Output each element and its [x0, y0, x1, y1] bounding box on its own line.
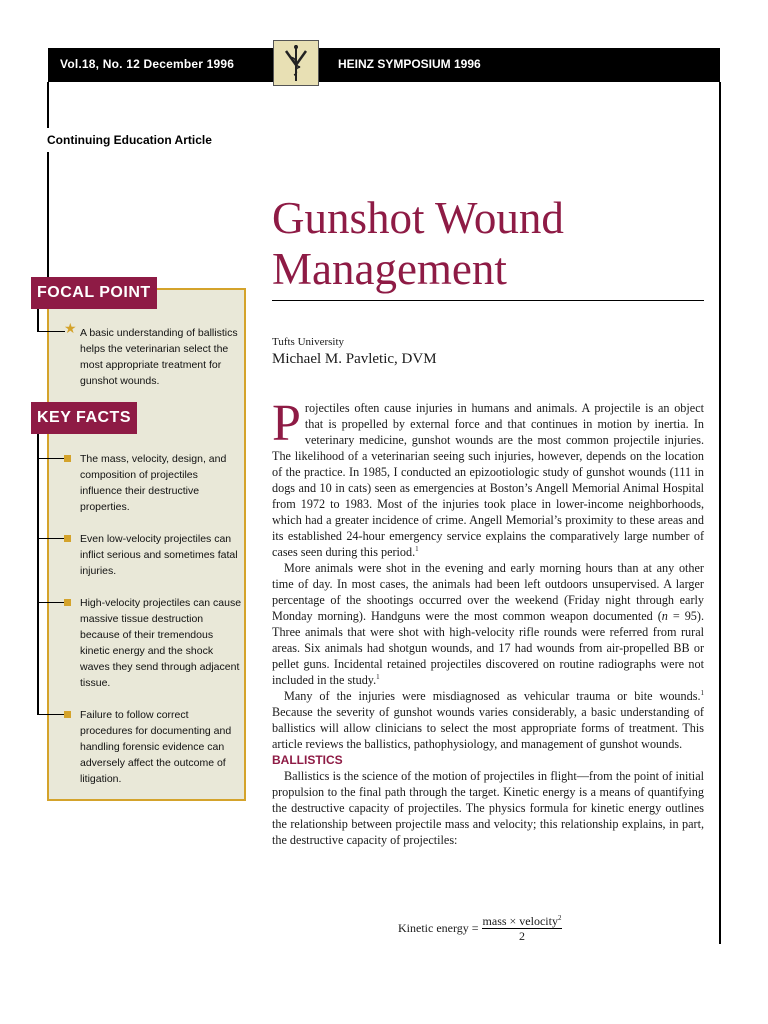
- left-border-line-lower: [47, 152, 49, 287]
- paragraph-1: Projectiles often cause injuries in humans and animals. A projectile is an object that is propelled by external force and that continues in motion by inertia. In veterinary medicine, gunshot wounds are the most common projectile injuries. The likelihood of a veterinarian seeing such injuries, however, depends on the location of the practice. In 1985, I conducted an epizootiologic study of gunshot wounds (111 in dogs and 10 in cats) seen as emergencies at Boston’s Angell Memorial Animal Hospital from 1972 to 1983. Most of the injuries took place in lower-income neighborhoods, which had a greater incidence of crime. Angell Memorial’s proximity to these areas and its established 24-hour emergency service explains the comparatively large number of cases seen during this period.$^1$: [272, 395, 704, 559]
- article-title: [272, 193, 712, 295]
- title-rule: [272, 300, 704, 301]
- section-label: Continuing Education Article: [47, 133, 212, 147]
- paragraph-3: Many of the injuries were misdiagnosed as vehicular trauma or bite wounds.$^1$ Because the severity of gunshot wounds varies considerably, a basic understanding of ballistics will allow clinicians to select the most appropriate forms of treatment. This article reviews the ballistics, pathophysiology, and management of gunshot wounds.: [272, 688, 704, 751]
- bullet-square-icon: [64, 711, 71, 718]
- reference-mark: 1: [700, 688, 704, 697]
- key-fact-connector: [37, 458, 65, 459]
- paragraph-2: More animals were shot in the evening and early morning hours than at any other time of day. In most cases, the animals had been left outdoors unsupervised. A larger percentage of the shootings occurred over the weekend (Friday night through early Monday morning). Handguns were the most common weapon documented (n = 95). Three animals that were shot with high-velocity rifle rounds were referred from rural areas. Six animals had shotgun wounds, and 17 had wounds from air-propelled BB or pellet guns. Incidental retained projectiles discovered on routine radiographs were not included in the study.$^1$: [272, 561, 704, 687]
- symposium-label: HEINZ SYMPOSIUM 1996: [338, 57, 481, 71]
- paragraph-4: Ballistics is the science of the motion of projectiles in flight—from the point of initial propulsion to the final path through the target. Kinetic energy is a means of quantifying the destructive capacity of projectiles. The physics formula for kinetic energy outlines the relationship between projectile mass and velocity; this relationship explains, in part, the destructive capacity of projectiles:: [272, 769, 704, 847]
- affiliation: Tufts University: [272, 336, 345, 348]
- key-fact-item: Failure to follow correct procedures for documenting and handling forensic evidence can adversely affect the outcome of litigation.: [80, 709, 232, 785]
- reference-mark: 1: [376, 672, 380, 681]
- formula-lhs: Kinetic energy =: [398, 921, 479, 935]
- left-border-line: [47, 82, 49, 128]
- drop-cap: P: [272, 395, 301, 452]
- title-line-2: Management: [272, 244, 507, 294]
- bullet-square-icon: [64, 599, 71, 606]
- focal-connector: [37, 331, 65, 332]
- key-fact-connector: [37, 602, 65, 603]
- key-fact-item: Even low-velocity projectiles can inflict serious and sometimes fatal injuries.: [80, 533, 238, 577]
- issue-info: Vol.18, No. 12 December 1996: [60, 57, 235, 71]
- author-name: Michael M. Pavletic, DVM: [272, 351, 437, 367]
- key-facts-connector-line: [37, 434, 39, 715]
- article-body: [272, 395, 704, 848]
- bullet-square-icon: [64, 535, 71, 542]
- key-fact-item: High-velocity projectiles can cause massive tissue destruction because of their tremendous kinetic energy and the shock waves they send through adjacent tissue.: [80, 597, 242, 689]
- reference-mark: 1: [415, 544, 419, 553]
- formula-numerator: mass × velocity$^2$: [482, 914, 562, 928]
- star-icon: ★: [64, 321, 77, 337]
- header-bar: [48, 48, 720, 82]
- kinetic-energy-formula: [398, 914, 562, 943]
- key-facts-tab: KEY FACTS: [31, 402, 137, 434]
- bullet-square-icon: [64, 455, 71, 462]
- title-line-1: Gunshot Wound: [272, 193, 564, 243]
- section-heading: BALLISTICS: [272, 753, 343, 767]
- caduceus-logo-icon: [273, 40, 319, 86]
- formula-denominator: 2: [518, 929, 525, 943]
- right-border-line: [719, 82, 721, 944]
- key-fact-item: The mass, velocity, design, and composition of projectiles influence their destructive properties.: [80, 453, 227, 513]
- key-fact-connector: [37, 714, 65, 715]
- focal-point-text: A basic understanding of ballistics helps the veterinarian select the most appropriate treatment for gunshot wounds.: [80, 327, 238, 387]
- key-fact-connector: [37, 538, 65, 539]
- formula-fraction: [482, 914, 563, 943]
- focal-point-tab: FOCAL POINT: [31, 277, 157, 309]
- sidebar-connector-line: [37, 309, 39, 331]
